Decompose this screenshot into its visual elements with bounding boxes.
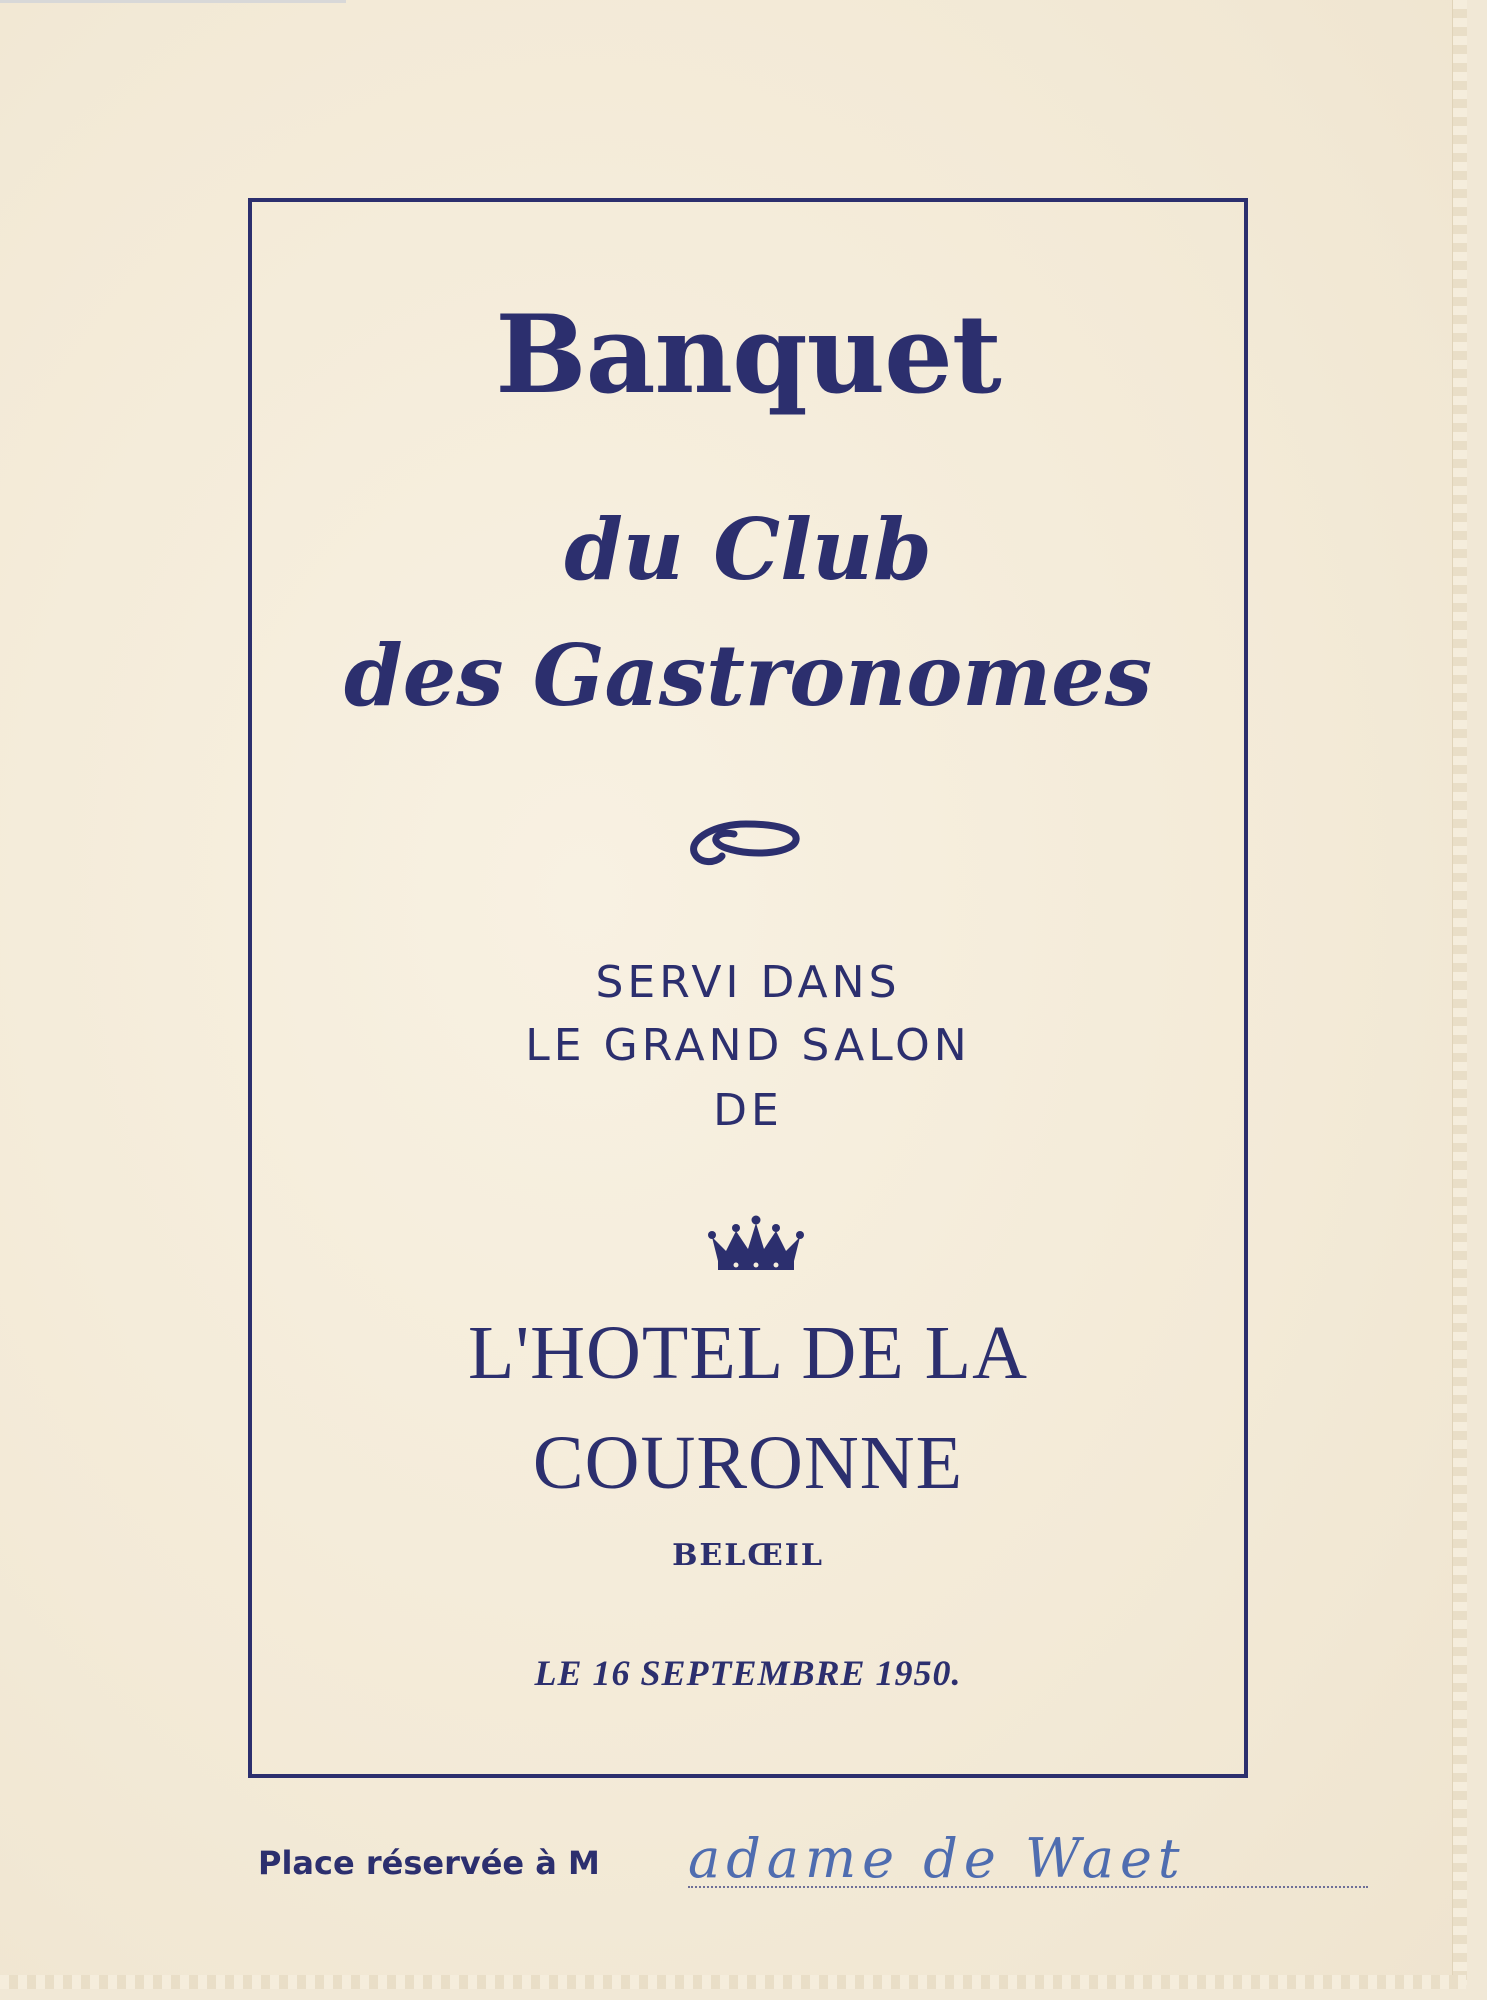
banquet-title: Banquet (495, 292, 1001, 418)
hotel-name-line1: L'HOTEL DE LA (468, 1311, 1028, 1395)
crown-icon (706, 1215, 806, 1273)
venue-line-salon: LE GRAND SALON (525, 1020, 971, 1071)
reserved-seat-label: Place réservée à M (258, 1844, 600, 1882)
banquet-date: LE 16 SEPTEMBRE 1950. (534, 1653, 962, 1693)
club-subtitle: du Club (564, 500, 932, 599)
scan-edge-strip (0, 0, 346, 3)
city-name: BELŒIL (672, 1538, 824, 1573)
deckled-bottom-edge (0, 1975, 1466, 1989)
swirl-ornament-icon (686, 800, 806, 870)
hotel-name-line2: COURONNE (532, 1421, 964, 1505)
deckled-right-edge (1452, 0, 1467, 1985)
gastronomes-subtitle: des Gastronomes (344, 626, 1152, 725)
venue-line-de: DE (713, 1085, 783, 1136)
venue-line-servi: SERVI DANS (595, 957, 901, 1008)
reserved-seat-name: adame de Waet (688, 1832, 1368, 1888)
reserved-seat-row (258, 1827, 1388, 1898)
